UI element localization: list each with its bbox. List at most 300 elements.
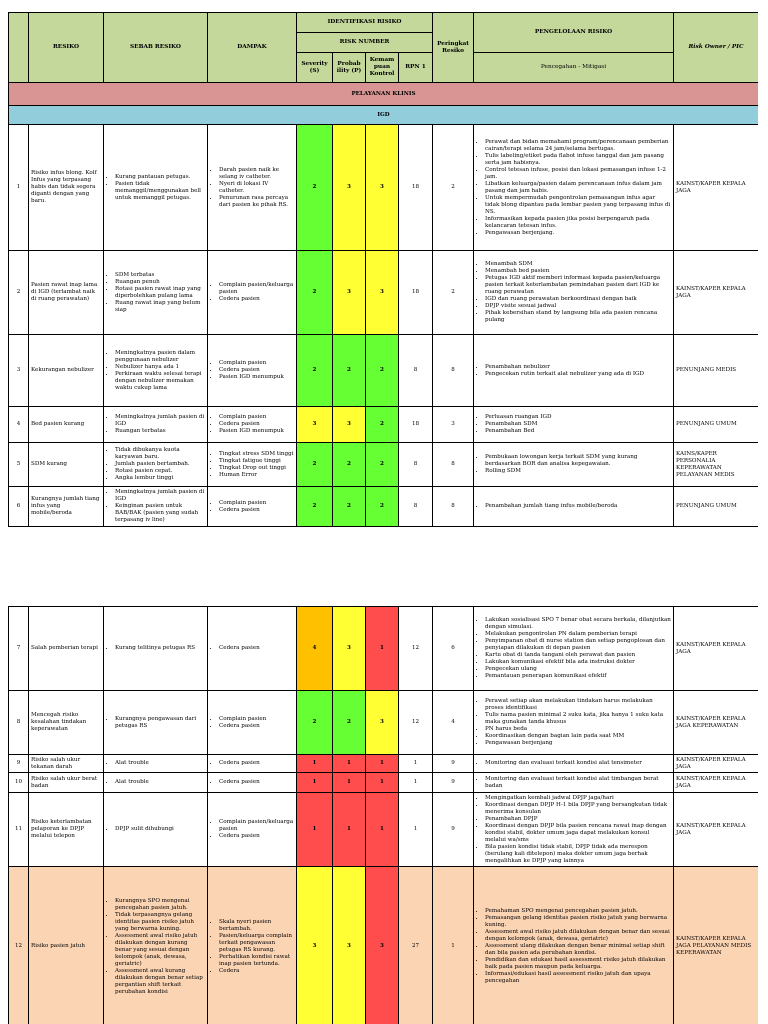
- list-item: • Koordinasi dengan DPJP H-1 bila DPJP yang bersangkutan tidak menerima konsulan: [485, 802, 671, 816]
- list-item: • Tidak dibukanya kuota karyawan baru.: [115, 447, 205, 461]
- section-igd: IGD: [9, 106, 759, 125]
- risk-causes-list: [106, 779, 205, 786]
- rpn-value: 8: [399, 443, 433, 487]
- risk-causes-list: [106, 898, 205, 996]
- list-item: • IGD dan ruang perawatan berkoordinasi dengan baik: [485, 296, 671, 303]
- list-item: • PN harus beda: [485, 726, 671, 733]
- table-row: [9, 867, 759, 1024]
- control-value: 2: [366, 443, 399, 487]
- rpn-value: 1: [399, 755, 433, 773]
- rank-value: 2: [433, 125, 474, 251]
- rpn-value: 1: [399, 793, 433, 867]
- risk-causes: [104, 335, 208, 407]
- risk-owner: KAINST/KAPER KEPALA JAGA: [674, 607, 759, 691]
- risk-table-2: [8, 606, 758, 1024]
- risk-owner: KAINST/KAPER KEPALA JAGA: [674, 773, 759, 793]
- risk-name: Risiko infus blong. Kolf Infus yang terpasang habis dan tidak segera diganti dengan yang baru.: [29, 125, 104, 251]
- list-item: • Perawat setiap akan melakukan tindakan harus melakukan proses identifikasi: [485, 698, 671, 712]
- rank-value: 2: [433, 251, 474, 335]
- control-value: 3: [366, 251, 399, 335]
- risk-causes-list: [106, 174, 205, 202]
- list-item: • Lakukan komunikasi efektif bila ada instruksi dokter: [485, 659, 671, 666]
- mitigation-list: [476, 503, 671, 510]
- list-item: • Meningkatnya pasien dalam penggunaan nebulizer: [115, 350, 205, 364]
- list-item: • DPJP sulit dihubungi: [115, 826, 205, 833]
- list-item: • Penurunan rasa percaya dari pasien ke pihak RS.: [219, 195, 294, 209]
- list-item: • Cedera: [219, 968, 294, 975]
- risk-causes: [104, 125, 208, 251]
- list-item: • Ruangan penuh: [115, 279, 205, 286]
- list-item: • DPJP visite sesuai jadwal: [485, 303, 671, 310]
- list-item: • Cedera pasien: [219, 645, 294, 652]
- risk-causes-list: [106, 826, 205, 833]
- rpn-value: 27: [399, 867, 433, 1024]
- severity-value: 3: [297, 407, 333, 443]
- mitigation: [474, 487, 674, 527]
- list-item: • Informasi/edukasi hasil assessment risiko jatuh dan upaya pencegahan: [485, 971, 671, 985]
- list-item: • Meningkatnya jumlah pasien di IGD: [115, 414, 205, 428]
- table-row: [9, 335, 759, 407]
- mitigation-list: [476, 795, 671, 865]
- list-item: • Rotasi pasien cepat.: [115, 468, 205, 475]
- list-item: • Darah pasien naik ke selang iv catheter.: [219, 167, 294, 181]
- probability-value: 2: [333, 335, 366, 407]
- list-item: • Perkiraan waktu selesai terapi dengan nebulizer memakan waktu cukup lama: [115, 371, 205, 392]
- list-item: • Kurangnya pengawasan dari petugas RS: [115, 716, 205, 730]
- table-row: [9, 755, 759, 773]
- header-probability: Probab ility (P): [333, 53, 366, 83]
- risk-impacts-list: [210, 819, 294, 840]
- list-item: • Pengawasan berjenjang.: [485, 230, 671, 237]
- mitigation: [474, 755, 674, 773]
- risk-name: SDM kurang: [29, 443, 104, 487]
- risk-name: Risiko salah ukur berat badan: [29, 773, 104, 793]
- header-pengelolaan: PENGELOLAAN RISIKO: [474, 13, 674, 53]
- header-sebab: SEBAB RESIKO: [104, 13, 208, 83]
- risk-owner: KAINST/KAPER KEPALA JAGA: [674, 251, 758, 335]
- list-item: • Kurangnya SPO mengenai pencegahan pasien jatuh.: [115, 898, 205, 912]
- risk-impacts: [208, 755, 297, 773]
- mitigation: [474, 793, 674, 867]
- list-item: • Perluasan ruangan IGD: [485, 414, 671, 421]
- probability-value: 1: [333, 773, 366, 793]
- rank-value: 9: [433, 755, 474, 773]
- control-value: 2: [366, 407, 399, 443]
- severity-value: 2: [297, 125, 333, 251]
- row-number: 5: [9, 443, 29, 487]
- list-item: • Kartu obat di tanda tangani oleh perawat dan pasien: [485, 652, 671, 659]
- risk-name: Bed pasien kurang: [29, 407, 104, 443]
- row-number: 8: [9, 691, 29, 755]
- rank-value: 3: [433, 407, 474, 443]
- mitigation-list: [476, 760, 671, 767]
- mitigation: [474, 335, 674, 407]
- rank-value: 8: [433, 443, 474, 487]
- page-2: [8, 606, 758, 1024]
- list-item: • Skala nyeri pasien bertambah.: [219, 919, 294, 933]
- rank-value: 6: [433, 607, 474, 691]
- severity-value: 1: [297, 755, 333, 773]
- rank-value: 1: [433, 867, 474, 1024]
- list-item: • Tulis labeling/etiket pada flabot infuse tanggal dan jam pasang serta jam habisnya.: [485, 153, 671, 167]
- control-value: 3: [366, 125, 399, 251]
- list-item: • Pasien tidak memanggil/menggunakan bell untuk memanggil petugas.: [115, 181, 205, 202]
- list-item: • Penyimpanan obat di nurse station dan setiap pengoplosan dan penyiapan dilakukan di depan pasien: [485, 638, 671, 652]
- row-number: 11: [9, 793, 29, 867]
- risk-causes-list: [106, 447, 205, 482]
- table-row: [9, 793, 759, 867]
- list-item: • Tulis nama pasien minimal 2 suku kata, jika hanya 1 suku kata maka gunakan tanda khusus: [485, 712, 671, 726]
- list-item: • Keinginan pasien untuk BAB/BAK (pasien yang sudah terpasang iv line): [115, 503, 205, 524]
- risk-name: Risiko salah ukur tekanan darah: [29, 755, 104, 773]
- risk-impacts-list: [210, 360, 294, 381]
- header-owner: Risk Owner / PIC: [674, 13, 758, 83]
- table-row: [9, 487, 759, 527]
- list-item: • Penambahan nebulizer: [485, 364, 671, 371]
- list-item: • Tingkat stress SDM tinggi: [219, 451, 294, 458]
- mitigation-list: [476, 908, 671, 985]
- list-item: • Menambah SDM: [485, 261, 671, 268]
- header-severity: Severity (S): [297, 53, 333, 83]
- risk-impacts: [208, 407, 297, 443]
- rank-value: 4: [433, 691, 474, 755]
- mitigation: [474, 125, 674, 251]
- mitigation-list: [476, 776, 671, 790]
- row-number: 2: [9, 251, 29, 335]
- risk-causes: [104, 793, 208, 867]
- risk-causes-list: [106, 272, 205, 314]
- list-item: • Cedera pasien: [219, 723, 294, 730]
- mitigation-list: [476, 364, 671, 378]
- list-item: • Pembukaan lowongan kerja terkait SDM yang kurang berdasarkan BOR dan analisa kepegawaian.: [485, 454, 671, 468]
- risk-owner: PENUNJANG UMUM: [674, 487, 758, 527]
- list-item: • Meningkatnya jumlah pasien di IGD: [115, 489, 205, 503]
- risk-owner: KAINST/KAPER KEPALA JAGA: [674, 125, 758, 251]
- list-item: • Pengawasan berjenjang: [485, 740, 671, 747]
- risk-impacts: [208, 443, 297, 487]
- header-peringkat: Peringkat Resiko: [433, 13, 474, 83]
- list-item: • Complain pasien: [219, 716, 294, 723]
- list-item: • Perawat dan bidan memahami program/perencanaan pemberian cairan/terapi selama 24 jam/selama bertugas.: [485, 139, 671, 153]
- rpn-value: 18: [399, 125, 433, 251]
- rank-value: 8: [433, 335, 474, 407]
- list-item: • Cedera pasien: [219, 779, 294, 786]
- header-pencegahan: Pencegahan - Mitigasi: [474, 53, 674, 83]
- list-item: • Penambahan DPJP: [485, 816, 671, 823]
- list-item: • Melakukan pengontrolan PN dalam pemberian terapi: [485, 631, 671, 638]
- risk-impacts-list: [210, 645, 294, 652]
- table-row: [9, 773, 759, 793]
- control-value: 1: [366, 755, 399, 773]
- list-item: • Lakukan sosialisasi SPO 7 benar obat secara berkala, dilanjutkan dengan simulasi.: [485, 617, 671, 631]
- mitigation: [474, 443, 674, 487]
- control-value: 3: [366, 691, 399, 755]
- list-item: • Menambah bed pasien: [485, 268, 671, 275]
- risk-name: Risiko keterlambatan pelaporan ke DPJP melalui telepon: [29, 793, 104, 867]
- list-item: • Penambahan SDM: [485, 421, 671, 428]
- probability-value: 3: [333, 125, 366, 251]
- list-item: • Assessment ulang dilakukan dengan benar minimal setiap shift dan bila pasien ada perubahan kondisi.: [485, 943, 671, 957]
- severity-value: 3: [297, 867, 333, 1024]
- risk-name: Kurangnya jumlah tiang infus yang mobile/beroda: [29, 487, 104, 527]
- risk-causes-list: [106, 350, 205, 392]
- list-item: • Complain pasien/keluarga pasien: [219, 282, 294, 296]
- list-item: • Alat trouble: [115, 779, 205, 786]
- risk-name: Pasien rawat inap lama di IGD (terlambat naik di ruang perawatan): [29, 251, 104, 335]
- list-item: • Pihak kebersihan stand by langsung bila ada pasien rencana pulang: [485, 310, 671, 324]
- risk-name: Salah pemberian terapi: [29, 607, 104, 691]
- risk-impacts: [208, 867, 297, 1024]
- table-row: [9, 407, 759, 443]
- list-item: • Cedera pasien: [219, 833, 294, 840]
- risk-owner: KAINST/KAPER KEPALA JAGA: [674, 793, 759, 867]
- risk-causes: [104, 607, 208, 691]
- rpn-value: 12: [399, 691, 433, 755]
- risk-owner: KAINST/KAPER KEPALA JAGA PELAYANAN MEDIS KEPERAWATAN: [674, 867, 759, 1024]
- list-item: • Assessment awal risiko jatuh dilakukan dengan benar dan sesuai dengan kelompok (anak, dewasa, geriatric): [485, 929, 671, 943]
- list-item: • Ruangan terbatas: [115, 428, 205, 435]
- list-item: • Assessment awal kurang dilakukan dengan benar setiap pergantian shift terkait perubahan kondisi: [115, 968, 205, 996]
- list-item: • Tidak terpasangnya gelang identitas pasien risiko jatuh yang berwarna kuning.: [115, 912, 205, 933]
- risk-causes-list: [106, 716, 205, 730]
- header-dampak: DAMPAK: [208, 13, 297, 83]
- list-item: • Cedera pasien: [219, 507, 294, 514]
- row-number: 10: [9, 773, 29, 793]
- risk-impacts-list: [210, 282, 294, 303]
- header-kemampuan: Kemam puan Kontrol: [366, 53, 399, 83]
- list-item: • Pemahaman SPO mengenai pencegahan pasien jatuh.: [485, 908, 671, 915]
- risk-impacts-list: [210, 716, 294, 730]
- list-item: • Kurang telitinya petugas RS: [115, 645, 205, 652]
- mitigation: [474, 607, 674, 691]
- risk-causes: [104, 443, 208, 487]
- risk-impacts-list: [210, 167, 294, 209]
- control-value: 3: [366, 867, 399, 1024]
- probability-value: 3: [333, 407, 366, 443]
- list-item: • Monitoring dan evaluasi terkait kondisi alat tensimeter: [485, 760, 671, 767]
- mitigation: [474, 251, 674, 335]
- severity-value: 2: [297, 335, 333, 407]
- rpn-value: 1: [399, 773, 433, 793]
- list-item: • Petugas IGD aktif memberi informasi kepada pasien/keluarga pasien terkait keterlambatan pemindahan pasien dari IGD ke ruang perawatan: [485, 275, 671, 296]
- header-risk-number: RISK NUMBER: [297, 33, 433, 53]
- list-item: • Monitoring dan evaluasi terkait kondisi alat timbangan berat badan: [485, 776, 671, 790]
- list-item: • Pasien IGD menumpuk: [219, 428, 294, 435]
- risk-impacts: [208, 607, 297, 691]
- mitigation-list: [476, 698, 671, 747]
- risk-causes-list: [106, 414, 205, 435]
- risk-impacts: [208, 251, 297, 335]
- risk-causes: [104, 773, 208, 793]
- risk-causes-list: [106, 645, 205, 652]
- risk-impacts: [208, 487, 297, 527]
- mitigation-list: [476, 139, 671, 237]
- risk-impacts: [208, 773, 297, 793]
- probability-value: 3: [333, 251, 366, 335]
- list-item: • Complain pasien: [219, 414, 294, 421]
- risk-causes: [104, 407, 208, 443]
- list-item: • Cedera pasien: [219, 367, 294, 374]
- risk-table-1: [8, 12, 758, 527]
- control-value: 2: [366, 487, 399, 527]
- rank-value: 9: [433, 773, 474, 793]
- mitigation-list: [476, 261, 671, 324]
- severity-value: 4: [297, 607, 333, 691]
- rpn-value: 18: [399, 251, 433, 335]
- list-item: • Kurang pantauan petugas.: [115, 174, 205, 181]
- list-item: • Koordinasi dengan DPJP bila pasien rencana rawat inap dengan kondisi stabil, dokter umum jaga dapat melakukan konsul melalui wa/sms: [485, 823, 671, 844]
- list-item: • Tingkat fatigue tinggi: [219, 458, 294, 465]
- row-number: 12: [9, 867, 29, 1024]
- probability-value: 1: [333, 793, 366, 867]
- severity-value: 2: [297, 251, 333, 335]
- list-item: • Pemasangan gelang identitas pasien risiko jatuh yang berwarna kuning.: [485, 915, 671, 929]
- rank-value: 8: [433, 487, 474, 527]
- rank-value: 9: [433, 793, 474, 867]
- mitigation: [474, 691, 674, 755]
- mitigation-list: [476, 454, 671, 475]
- header-rpn: RPN 1: [399, 53, 433, 83]
- table-row: [9, 607, 759, 691]
- list-item: • Angka lembur tinggi: [115, 475, 205, 482]
- row-number: 6: [9, 487, 29, 527]
- control-value: 1: [366, 607, 399, 691]
- mitigation-list: [476, 617, 671, 680]
- risk-impacts: [208, 793, 297, 867]
- list-item: • Complain pasien/keluarga pasien: [219, 819, 294, 833]
- list-item: • Pendidikan dan edukasi hasil assessment risiko jatuh dilakukan baik pada pasien maupun pada keluarga.: [485, 957, 671, 971]
- row-number: 4: [9, 407, 29, 443]
- list-item: • Penambahan Bed: [485, 428, 671, 435]
- row-number: 7: [9, 607, 29, 691]
- risk-name: Mencegah risiko kesalahan tindakan keperawatan: [29, 691, 104, 755]
- list-item: • Control tetesan infuse, posisi dan lokasi pemasangan infuse 1-2 jam.: [485, 167, 671, 181]
- section-pelayanan-klinis: PELAYANAN KLINIS: [9, 83, 759, 106]
- list-item: • Rolling SDM: [485, 468, 671, 475]
- risk-impacts: [208, 691, 297, 755]
- list-item: • Bila pasien kondisi tidak stabil, DPJP tidak ada merespon (berulang kali ditelepon) maka dokter umum jaga berhak mengalihkan ke DPJP yang lainnya: [485, 844, 671, 865]
- list-item: • Libatkan keluarga/pasien dalam perencanaan infus dalam jam pasang dan jam habis.: [485, 181, 671, 195]
- severity-value: 2: [297, 691, 333, 755]
- risk-causes: [104, 487, 208, 527]
- mitigation: [474, 407, 674, 443]
- risk-impacts-list: [210, 919, 294, 975]
- risk-owner: KAINS/KAPER PERSONALIA KEPERAWATAN PELAYANAN MEDIS: [674, 443, 758, 487]
- list-item: • Nebulizer hanya ada 1: [115, 364, 205, 371]
- list-item: • Alat trouble: [115, 760, 205, 767]
- mitigation: [474, 867, 674, 1024]
- list-item: • Rotasi pasien rawat inap yang diperbolehkan pulang lama: [115, 286, 205, 300]
- table-row: [9, 691, 759, 755]
- risk-causes-list: [106, 489, 205, 524]
- risk-impacts: [208, 335, 297, 407]
- rpn-value: 18: [399, 407, 433, 443]
- list-item: • Perhatikan kondisi rawat inap pasien tertunda.: [219, 954, 294, 968]
- list-item: • Assessment awal risiko jatuh dilakukan dengan kurang benar yang sesuai dengan kelompok (anak, dewasa, geriatric): [115, 933, 205, 968]
- risk-causes-list: [106, 760, 205, 767]
- list-item: • Pasien/keluarga complain terkait pengawasan petugas RS kurang.: [219, 933, 294, 954]
- list-item: • Cedera pasien: [219, 421, 294, 428]
- probability-value: 2: [333, 691, 366, 755]
- header-resiko: RESIKO: [29, 13, 104, 83]
- risk-causes: [104, 251, 208, 335]
- list-item: • Untuk mempermudah pengontrolan pemasangan infus agar tidak blong dipantau pada lembar pasien yang terpasang infus di NS.: [485, 195, 671, 216]
- control-value: 1: [366, 773, 399, 793]
- probability-value: 2: [333, 443, 366, 487]
- list-item: • Jumlah pasien bertambah.: [115, 461, 205, 468]
- table-row: [9, 251, 759, 335]
- list-item: • Koordinasikan dengan bagian lain pada saat MM: [485, 733, 671, 740]
- table-row: [9, 125, 759, 251]
- risk-impacts-list: [210, 779, 294, 786]
- list-item: • Complain pasien: [219, 500, 294, 507]
- severity-value: 1: [297, 793, 333, 867]
- probability-value: 3: [333, 607, 366, 691]
- control-value: 1: [366, 793, 399, 867]
- risk-name: Risiko pasien jatuh: [29, 867, 104, 1024]
- risk-impacts-list: [210, 451, 294, 479]
- severity-value: 1: [297, 773, 333, 793]
- control-value: 2: [366, 335, 399, 407]
- list-item: • Cedera pasien: [219, 760, 294, 767]
- mitigation-list: [476, 414, 671, 435]
- severity-value: 2: [297, 443, 333, 487]
- list-item: • Nyeri di lokasi IV catheter.: [219, 181, 294, 195]
- list-item: • Pengecekan rutin terkait alat nebulizer yang ada di IGD: [485, 371, 671, 378]
- list-item: • Pemantauan penerapan komunikasi efektif: [485, 673, 671, 680]
- list-item: • Ruang rawat inap yang belum siap: [115, 300, 205, 314]
- risk-owner: PENUNJANG MEDIS: [674, 335, 758, 407]
- risk-owner: KAINST/KAPER KEPALA JAGA: [674, 755, 759, 773]
- list-item: • Cedera pasien: [219, 296, 294, 303]
- list-item: • Pengecekan ulang: [485, 666, 671, 673]
- probability-value: 2: [333, 487, 366, 527]
- row-number: 3: [9, 335, 29, 407]
- table-row: [9, 443, 759, 487]
- list-item: • Complain pasien: [219, 360, 294, 367]
- risk-impacts: [208, 125, 297, 251]
- probability-value: 3: [333, 867, 366, 1024]
- page-1: [8, 12, 758, 548]
- risk-name: Kekurangan nebulizer: [29, 335, 104, 407]
- mitigation: [474, 773, 674, 793]
- rpn-value: 8: [399, 487, 433, 527]
- list-item: • Tingkat Drop out tinggi: [219, 465, 294, 472]
- list-item: • Pasien IGD menumpuk: [219, 374, 294, 381]
- row-number: 1: [9, 125, 29, 251]
- risk-impacts-list: [210, 414, 294, 435]
- list-item: • Mengingatkan kembali jadwal DPJP jaga/hari: [485, 795, 671, 802]
- list-item: • Penambahan jumlah tiang infus mobile/beroda: [485, 503, 671, 510]
- rpn-value: 8: [399, 335, 433, 407]
- rpn-value: 12: [399, 607, 433, 691]
- list-item: • Informasikan kepada pasien jika posisi berpengaruh pada kelancaran tetesan infus.: [485, 216, 671, 230]
- severity-value: 2: [297, 487, 333, 527]
- risk-causes: [104, 755, 208, 773]
- risk-causes: [104, 691, 208, 755]
- row-number: 9: [9, 755, 29, 773]
- list-item: • Human Error: [219, 472, 294, 479]
- risk-impacts-list: [210, 760, 294, 767]
- risk-causes: [104, 867, 208, 1024]
- header-no: [9, 13, 29, 83]
- header-identifikasi: IDENTIFIKASI RISIKO: [297, 13, 433, 33]
- probability-value: 1: [333, 755, 366, 773]
- risk-owner: PENUNJANG UMUM: [674, 407, 758, 443]
- risk-owner: KAINST/KAPER KEPALA JAGA KEPERAWATAN: [674, 691, 759, 755]
- list-item: • SDM terbatas: [115, 272, 205, 279]
- risk-impacts-list: [210, 500, 294, 514]
